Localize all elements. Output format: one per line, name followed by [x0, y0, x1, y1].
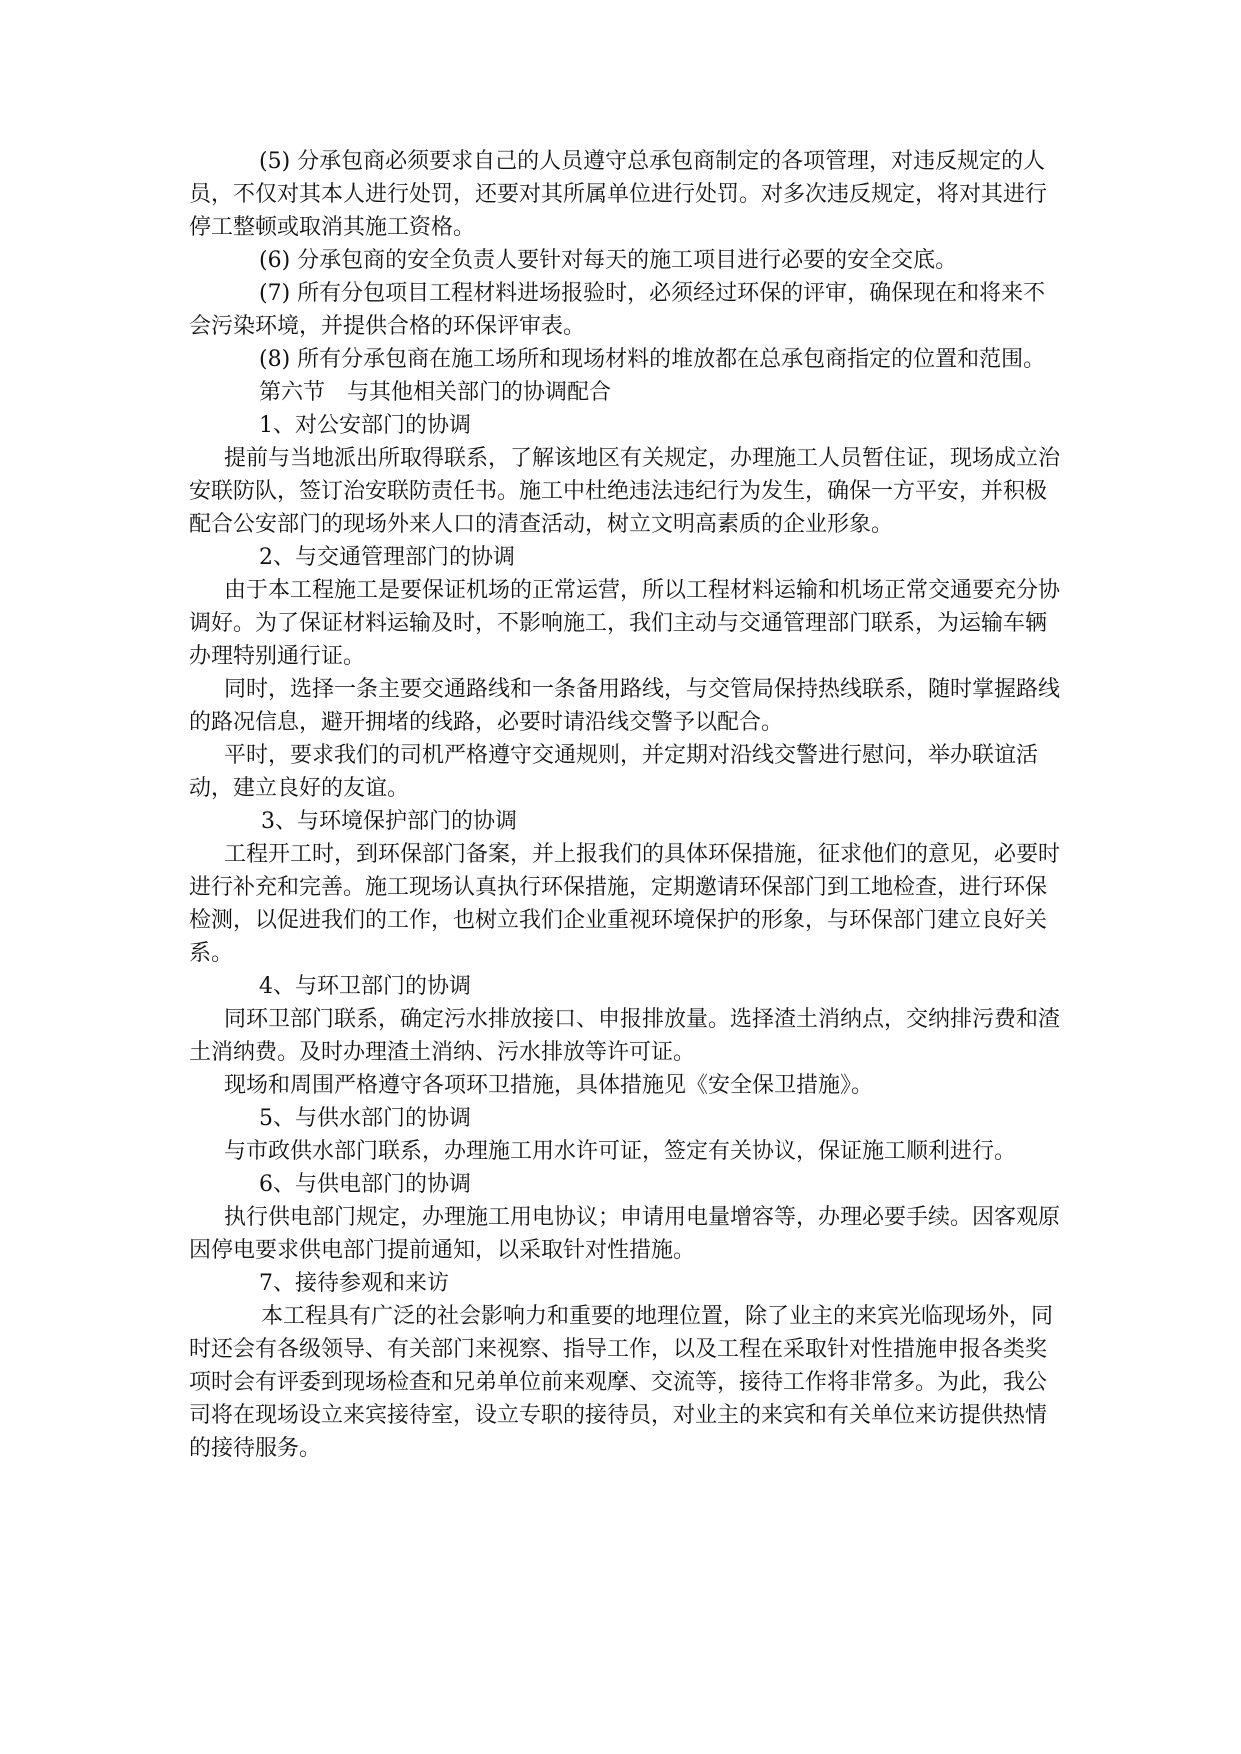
body-paragraph-4a: 同环卫部门联系，确定污水排放接口、申报排放量。选择渣土消纳点，交纳排污费和渣土消纳费。及时办理渣土消纳、污水排放等许可证。	[189, 1007, 1061, 1065]
body-paragraph-3: 工程开工时，到环保部门备案，并上报我们的具体环保措施，征求他们的意见，必要时进行补充和完善。施工现场认真执行环保措施，定期邀请环保部门到工地检查，进行环保检测，以促进我们的工作，也树立我们企业重视环境保护的形象，与环保部门建立良好关系。	[189, 842, 1061, 966]
body-paragraph-7: 本工程具有广泛的社会影响力和重要的地理位置，除了业主的来宾光临现场外，同时还会有各级领导、有关部门来视察、指导工作，以及工程在采取针对性措施申报各类奖项时会有评委到现场检查和兄弟单位前来观摩、交流等，接待工作将非常多。为此，我公司将在现场设立来宾接待室，设立专职的接待员，对业主的来宾和有关单位来访提供热情的接待服务。	[189, 1304, 1054, 1461]
body-paragraph-5: 与市政供水部门联系，办理施工用水许可证，签定有关协议，保证施工顺利进行。	[224, 1139, 1017, 1164]
item-6-paragraph: (6) 分承包商的安全负责人要针对每天的施工项目进行必要的安全交底。	[259, 248, 958, 273]
item-8-paragraph: (8) 所有分承包商在施工场所和现场材料的堆放都在总承包商指定的位置和范围。	[259, 347, 1046, 372]
item-7-paragraph: (7) 所有分包项目工程材料进场报验时，必须经过环保的评审，确保现在和将来不会污染环境，并提供合格的环保评审表。	[189, 281, 1046, 339]
body-paragraph-2c: 平时，要求我们的司机严格遵守交通规则，并定期对沿线交警进行慰问，举办联谊活动，建立良好的友谊。	[189, 743, 1039, 801]
subheading-7: 7、接待参观和来访	[259, 1271, 449, 1296]
body-paragraph-2b: 同时，选择一条主要交通路线和一条备用路线，与交管局保持热线联系，随时掌握路线的路况信息，避开拥堵的线路，必要时请沿线交警予以配合。	[189, 677, 1061, 735]
body-paragraph-2a: 由于本工程施工是要保证机场的正常运营，所以工程材料运输和机场正常交通要充分协调好。为了保证材料运输及时，不影响施工，我们主动与交通管理部门联系，为运输车辆办理特别通行证。	[189, 578, 1061, 669]
document-page	[189, 145, 1065, 1465]
subheading-1: 1、对公安部门的协调	[259, 413, 471, 438]
body-paragraph-6: 执行供电部门规定，办理施工用电协议；申请用电量增容等，办理必要手续。因客观原因停电要求供电部门提前通知，以采取针对性措施。	[189, 1205, 1061, 1263]
item-5-paragraph: (5) 分承包商必须要求自己的人员遵守总承包商制定的各项管理，对违反规定的人员，不仅对其本人进行处罚，还要对其所属单位进行处罚。对多次违反规定，将对其进行停工整顿或取消其施工资格。	[189, 149, 1048, 240]
body-paragraph-1: 提前与当地派出所取得联系，了解该地区有关规定，办理施工人员暂住证，现场成立治安联防队，签订治安联防责任书。施工中杜绝违法违纪行为发生，确保一方平安，并积极配合公安部门的现场外来人口的清查活动，树立文明高素质的企业形象。	[189, 446, 1061, 537]
subheading-3: 3、与环境保护部门的协调	[261, 809, 517, 834]
section-heading: 第六节 与其他相关部门的协调配合	[259, 380, 612, 405]
subheading-4: 4、与环卫部门的协调	[259, 974, 471, 999]
subheading-5: 5、与供水部门的协调	[259, 1106, 471, 1131]
body-paragraph-4b: 现场和周围严格遵守各项环卫措施，具体措施见《安全保卫措施》。	[224, 1073, 874, 1098]
subheading-2: 2、与交通管理部门的协调	[259, 545, 515, 570]
subheading-6: 6、与供电部门的协调	[259, 1172, 471, 1197]
